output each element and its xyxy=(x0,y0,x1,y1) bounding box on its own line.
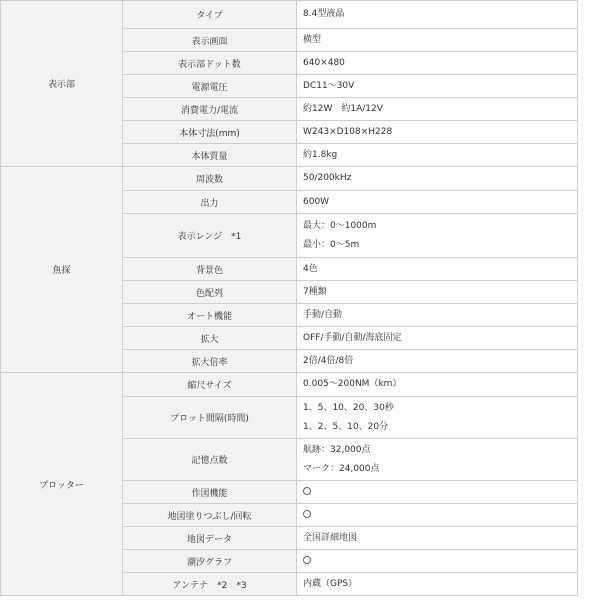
spec-value xyxy=(297,75,578,98)
section-category: プロッター xyxy=(1,373,123,596)
spec-value-text: 約1.8kg xyxy=(303,149,338,160)
spec-label: 表示レンジ *1 xyxy=(123,214,297,258)
spec-label: 潮汐グラフ xyxy=(123,550,297,573)
spec-table-body xyxy=(1,1,578,596)
spec-value-text: 最大：0～1000m xyxy=(303,220,377,231)
spec-value xyxy=(297,397,578,439)
spec-value-text: 7種類 xyxy=(303,286,327,297)
spec-value xyxy=(297,29,578,52)
spec-value xyxy=(297,98,578,121)
spec-value xyxy=(297,327,578,350)
supported-circle-icon xyxy=(303,483,577,502)
spec-value-text: DC11～30V xyxy=(303,80,355,91)
spec-value xyxy=(297,258,578,281)
spec-label: 拡大 xyxy=(123,327,297,350)
spec-value-text: 約12W 約1A/12V xyxy=(303,103,383,114)
spec-value-text: マーク：24,000点 xyxy=(303,463,380,474)
spec-value xyxy=(297,504,578,527)
spec-value xyxy=(297,439,578,481)
spec-value xyxy=(297,527,578,550)
spec-label: 本体質量 xyxy=(123,144,297,167)
spec-label: タイプ xyxy=(123,1,297,29)
spec-value-text: 600W xyxy=(303,196,330,207)
spec-value-text: 50/200kHz xyxy=(303,173,352,183)
spec-value xyxy=(297,52,578,75)
circle-icon xyxy=(303,510,311,518)
spec-value-text: 内蔵（GPS） xyxy=(303,578,358,589)
spec-value-text: OFF/手動/自動/海底固定 xyxy=(303,332,402,343)
spec-value xyxy=(297,214,578,258)
spec-value xyxy=(297,573,578,596)
spec-value xyxy=(297,304,578,327)
spec-label: 縮尺サイズ xyxy=(123,373,297,397)
spec-value xyxy=(297,281,578,304)
circle-icon xyxy=(303,556,311,564)
spec-value-text: 8.4型液晶 xyxy=(303,9,345,19)
supported-circle-icon xyxy=(303,552,577,571)
spec-value-text: 航跡：32,000点 xyxy=(303,444,371,455)
spec-value-text: 0.005～200NM（km） xyxy=(303,379,402,389)
supported-circle-icon xyxy=(303,506,577,525)
spec-row xyxy=(1,373,578,397)
spec-value-text: 1、5、10、20、30秒 xyxy=(303,402,394,413)
spec-label: 地図データ xyxy=(123,527,297,550)
spec-label: オート機能 xyxy=(123,304,297,327)
spec-value xyxy=(297,167,578,191)
spec-label: 表示部ドット数 xyxy=(123,52,297,75)
spec-label: 周波数 xyxy=(123,167,297,191)
spec-label: 出力 xyxy=(123,191,297,214)
spec-value-text: 最小：0～5m xyxy=(303,239,360,250)
section-category: 魚探 xyxy=(1,167,123,373)
spec-value-text: 2倍/4倍/8倍 xyxy=(303,355,354,366)
spec-value xyxy=(297,350,578,373)
spec-label: 記憶点数 xyxy=(123,439,297,481)
section-category: 表示部 xyxy=(1,1,123,167)
spec-label: プロット間隔(時間) xyxy=(123,397,297,439)
spec-value-text: W243×D108×H228 xyxy=(303,126,393,137)
spec-label: 色配列 xyxy=(123,281,297,304)
spec-label: 本体寸法(mm) xyxy=(123,121,297,144)
spec-label: 消費電力/電流 xyxy=(123,98,297,121)
spec-value-text: 全国詳細地図 xyxy=(303,532,358,543)
spec-value xyxy=(297,550,578,573)
spec-value-text: 640×480 xyxy=(303,57,345,68)
spec-value-text: 手動/自動 xyxy=(303,309,343,320)
spec-value-text: 1、2、5、10、20分 xyxy=(303,421,389,432)
spec-row xyxy=(1,1,578,29)
spec-value xyxy=(297,373,578,397)
spec-label: 拡大倍率 xyxy=(123,350,297,373)
spec-label: 表示画面 xyxy=(123,29,297,52)
spec-label: 背景色 xyxy=(123,258,297,281)
spec-value-text: 4色 xyxy=(303,263,318,274)
spec-value xyxy=(297,191,578,214)
spec-row xyxy=(1,167,578,191)
spec-label: 地図塗りつぶし/回転 xyxy=(123,504,297,527)
spec-value xyxy=(297,1,578,29)
spec-label: アンテナ *2 *3 xyxy=(123,573,297,596)
spec-value-text: 横型 xyxy=(303,34,322,45)
spec-value xyxy=(297,144,578,167)
circle-icon xyxy=(303,487,311,495)
spec-label: 電源電圧 xyxy=(123,75,297,98)
spec-value xyxy=(297,481,578,504)
spec-label: 作図機能 xyxy=(123,481,297,504)
spec-value xyxy=(297,121,578,144)
